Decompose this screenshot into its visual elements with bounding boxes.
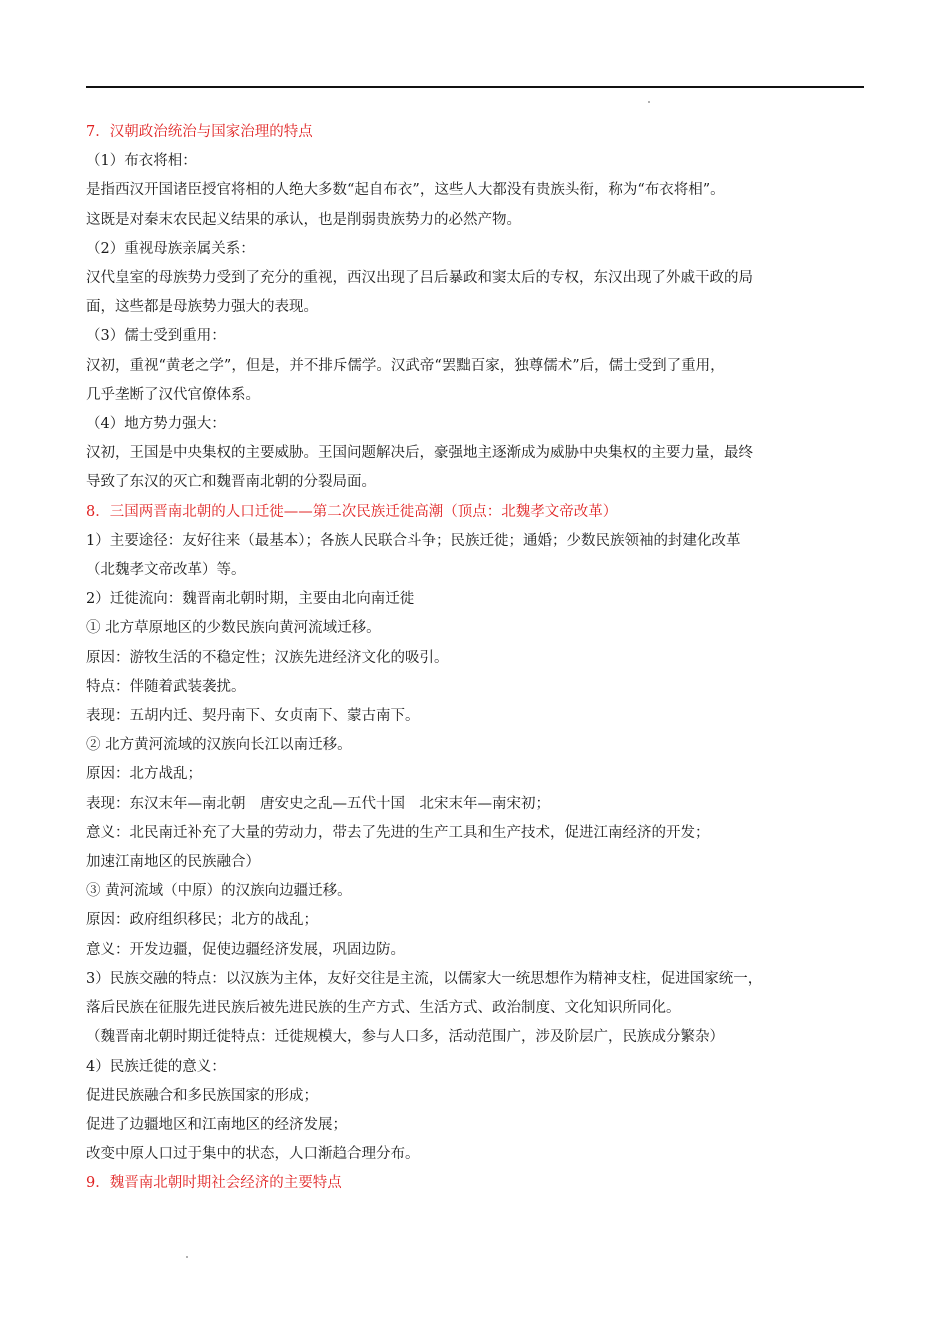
- text-line: 加速江南地区的民族融合）: [86, 854, 260, 871]
- text-line: 汉初，重视“黄老之学”，但是，并不排斥儒学。汉武帝“罢黜百家，独尊儒术”后，儒士受到了重用，: [86, 357, 725, 374]
- text-line: ② 北方黄河流域的汉族向长江以南迁移。: [86, 737, 352, 754]
- text-line: 汉初，王国是中央集权的主要威胁。王国问题解决后，豪强地主逐渐成为威胁中央集权的主要力量，最终: [86, 445, 753, 462]
- header-rule: [86, 86, 864, 88]
- text-line: 导致了东汉的灭亡和魏晋南北朝的分裂局面。: [86, 474, 376, 491]
- speck-mark: [648, 101, 650, 103]
- text-line: 3）民族交融的特点：以汉族为主体，友好交往是主流，以儒家大一统思想作为精神支柱，促进国家统一，: [86, 970, 763, 987]
- text-line: 是指西汉开国诸臣授官将相的人绝大多数“起自布衣”，这些人大都没有贵族头衔，称为“布衣将相”。: [86, 182, 725, 199]
- speck-mark: [186, 1256, 188, 1258]
- document-body: [86, 118, 876, 1199]
- text-line: （4）地方势力强大：: [86, 416, 226, 433]
- text-line: 汉代皇室的母族势力受到了充分的重视，西汉出现了吕后暴政和窦太后的专权，东汉出现了外戚干政的局: [86, 270, 753, 287]
- text-line: 原因：北方战乱；: [86, 766, 202, 783]
- text-line: ① 北方草原地区的少数民族向黄河流域迁移。: [86, 620, 381, 637]
- text-line: 原因：政府组织移民；北方的战乱；: [86, 912, 318, 929]
- text-line: （1）布衣将相：: [86, 153, 197, 170]
- text-line: 原因：游牧生活的不稳定性；汉族先进经济文化的吸引。: [86, 649, 449, 666]
- text-line: 面，这些都是母族势力强大的表现。: [86, 299, 318, 316]
- text-line: 这既是对秦末农民起义结果的承认，也是削弱贵族势力的必然产物。: [86, 211, 521, 228]
- text-line: ③ 黄河流域（中原）的汉族向边疆迁移。: [86, 883, 352, 900]
- text-line: （北魏孝文帝改革）等。: [86, 562, 246, 579]
- text-line: 几乎垄断了汉代官僚体系。: [86, 386, 260, 403]
- text-line: 4）民族迁徙的意义：: [86, 1058, 226, 1075]
- text-line: 特点：伴随着武装袭扰。: [86, 678, 246, 695]
- section-heading: 7．汉朝政治统治与国家治理的特点: [86, 124, 313, 140]
- section-heading: 8．三国两晋南北朝的人口迁徙——第二次民族迁徙高潮（顶点：北魏孝文帝改革）: [86, 503, 618, 520]
- text-line: （魏晋南北朝时期迁徙特点：迁徙规模大，参与人口多，活动范围广，涉及阶层广，民族成分繁杂）: [86, 1029, 724, 1046]
- text-line: 意义：北民南迁补充了大量的劳动力，带去了先进的生产工具和生产技术，促进江南经济的开发；: [86, 824, 710, 841]
- text-line: 促进民族融合和多民族国家的形成；: [86, 1087, 318, 1104]
- text-line: 1）主要途径：友好往来（最基本）；各族人民联合斗争；民族迁徙；通婚；少数民族领袖的封建化改革: [86, 532, 741, 549]
- text-line: 表现：五胡内迁、契丹南下、女贞南下、蒙古南下。: [86, 708, 420, 725]
- text-line: 促进了边疆地区和江南地区的经济发展；: [86, 1116, 347, 1133]
- text-line: 表现：东汉末年—南北朝 唐安史之乱—五代十国 北宋末年—南宋初；: [86, 795, 550, 812]
- text-line: 2）迁徙流向：魏晋南北朝时期，主要由北向南迁徙: [86, 591, 415, 608]
- section-heading: 9．魏晋南北朝时期社会经济的主要特点: [86, 1175, 342, 1192]
- text-line: 改变中原人口过于集中的状态，人口渐趋合理分布。: [86, 1146, 420, 1163]
- text-line: 意义：开发边疆，促使边疆经济发展，巩固边防。: [86, 941, 405, 958]
- text-line: （2）重视母族亲属关系：: [86, 240, 255, 257]
- text-line: （3）儒士受到重用：: [86, 328, 226, 345]
- text-line: 落后民族在征服先进民族后被先进民族的生产方式、生活方式、政治制度、文化知识所同化。: [86, 1000, 681, 1017]
